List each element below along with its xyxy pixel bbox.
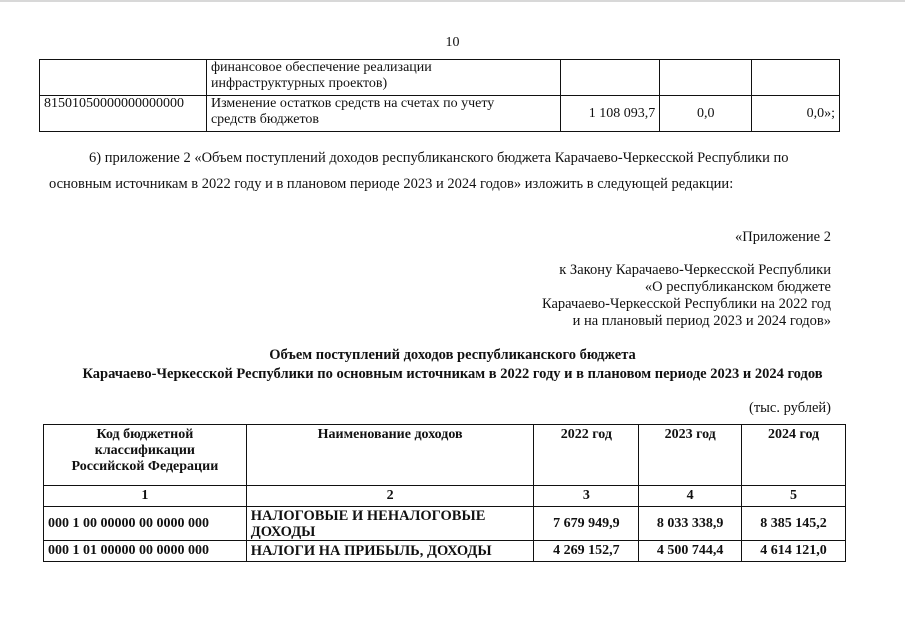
value-2024: 4 614 121,0 [742,541,846,562]
name-line: инфраструктурных проектов) [210,76,388,91]
code-cell [40,60,207,96]
paragraph-line-2: основным источникам в 2022 году и в плановом периоде 2023 и 2024 годов» изложить в следующей редакции: [49,176,734,192]
value-cell [752,60,840,96]
value-2023: 4 500 744,4 [639,541,742,562]
table-row [44,507,846,541]
column-number: 3 [534,486,639,507]
name-cell [246,507,534,541]
value-2022: 7 679 949,9 [534,507,639,541]
column-number: 2 [246,486,534,507]
value-cell: 1 108 093,7 [561,96,660,132]
value-2022: 4 269 152,7 [534,541,639,562]
appendix-ref-line: Карачаево-Черкесской Республики на 2022 год [541,296,831,312]
header-code-line: классификации [94,443,195,458]
value-cell: 0,0 [660,96,752,132]
previous-table-continuation [39,59,840,132]
code-cell: 000 1 00 00000 00 0000 000 [44,507,247,541]
table-row [40,60,840,96]
value-cell [660,60,752,96]
column-number-row [44,486,846,507]
appendix-ref-line: и на плановый период 2023 и 2024 годов» [572,313,831,329]
value-cell: 0,0»; [752,96,840,132]
appendix-ref-line: к Закону Карачаево-Черкесской Республики [559,262,831,278]
page-number: 10 [445,35,460,50]
value-2023: 8 033 338,9 [639,507,742,541]
header-2024: 2024 год [742,425,846,486]
name-line: ДОХОДЫ [250,523,316,540]
code-cell: 81501050000000000000 [40,96,207,132]
table-row [40,96,840,132]
name-cell [206,60,560,96]
paragraph-line-1: 6) приложение 2 «Объем поступлений доходов республиканского бюджета Карачаево-Черкесской Республики по [89,150,789,166]
code-cell: 000 1 01 00000 00 0000 000 [44,541,247,562]
name-line: средств бюджетов [210,112,320,127]
table-row [44,541,846,562]
table-header-row [44,425,846,486]
document-title-line-2: Карачаево-Черкесской Республики по основным источникам в 2022 году и в плановом периоде 2023 и 2024 годов [82,366,823,382]
name-cell [206,96,560,132]
name-cell [246,541,534,562]
column-number: 1 [44,486,247,507]
appendix-ref-line: «О республиканском бюджете [644,279,831,295]
name-line: Изменение остатков средств на счетах по учету [210,96,495,111]
header-code-line: Российской Федерации [71,459,219,474]
header-2023: 2023 год [639,425,742,486]
header-code-line: Код бюджетной [96,427,194,442]
units-label: (тыс. рублей) [749,400,831,416]
page-top-edge [0,0,905,2]
revenue-table [43,424,846,562]
name-line: финансовое обеспечение реализации [210,60,432,75]
header-code [44,425,247,486]
name-line: НАЛОГИ НА ПРИБЫЛЬ, ДОХОДЫ [250,543,492,559]
column-number: 4 [639,486,742,507]
value-cell [561,60,660,96]
name-line: НАЛОГОВЫЕ И НЕНАЛОГОВЫЕ [250,507,486,524]
column-number: 5 [742,486,846,507]
header-name: Наименование доходов [246,425,534,486]
value-2024: 8 385 145,2 [742,507,846,541]
header-2022: 2022 год [534,425,639,486]
document-title-line-1: Объем поступлений доходов республиканского бюджета [269,347,636,363]
appendix-label: «Приложение 2 [735,229,831,245]
